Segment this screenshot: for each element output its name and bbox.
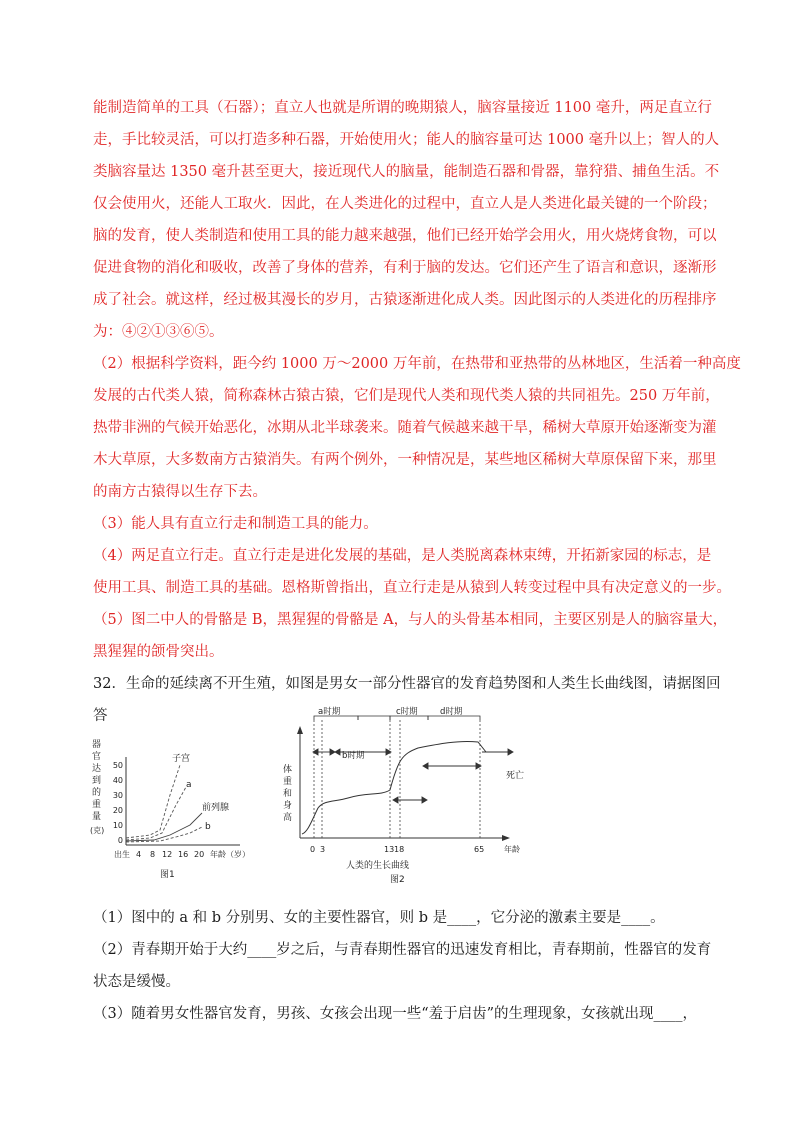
death-label: 死亡 bbox=[506, 771, 525, 781]
ylabel-char: (克) bbox=[90, 826, 105, 835]
figure1-ylabel bbox=[90, 739, 104, 835]
question-2-cont: 状态是缓慢。 bbox=[93, 974, 180, 990]
answer-line: 促进食物的消化和吸收，改善了身体的营养，有利于脑的发达。它们还产生了语言和意识，逐渐形 bbox=[93, 260, 717, 276]
y-axis-arrow-icon bbox=[297, 726, 303, 734]
ylabel-char: 高 bbox=[283, 813, 293, 823]
label-prostate: 前列腺 bbox=[202, 803, 230, 813]
figure2-xticks bbox=[310, 844, 520, 854]
curve-uterus bbox=[126, 765, 180, 838]
ylabel-char: 达 bbox=[92, 764, 102, 774]
x-axis-arrow-icon bbox=[502, 835, 510, 841]
answer-line: 仅会使用火，还能人工取火．因此，在人类进化的过程中，直立人是人类进化最关键的一个阶段； bbox=[93, 196, 717, 212]
xtick-label: 18 bbox=[394, 845, 405, 854]
answer-line: 热带非洲的气候开始恶化，冰期从北半球袭来。随着气候越来越干旱，稀树大草原开始逐渐变为灌 bbox=[93, 420, 717, 436]
figure1-xticks bbox=[114, 849, 250, 859]
period-b-brace bbox=[358, 716, 390, 720]
xtick-label: 4 bbox=[136, 850, 142, 859]
ylabel-char: 体 bbox=[283, 765, 293, 775]
figure2-subtitle: 人类的生长曲线 bbox=[346, 861, 410, 871]
ytick-label: 40 bbox=[112, 776, 123, 785]
xtick-label: 20 bbox=[194, 850, 205, 859]
answer-line: 的南方古猿得以生存下去。 bbox=[93, 484, 267, 500]
figure1-caption: 图1 bbox=[160, 870, 175, 880]
answer-line: 类脑容量达 1350 毫升甚至更大，接近现代人的脑量，能制造石器和骨器，靠狩猎、捕鱼生活。不 bbox=[93, 164, 720, 180]
figure2-caption: 图2 bbox=[390, 875, 405, 885]
label-a: a bbox=[186, 780, 192, 790]
answer-line: 为：④②①③⑥⑤。 bbox=[93, 324, 224, 340]
label-uterus: 子宫 bbox=[172, 754, 191, 764]
figure-2-growth-curve bbox=[278, 700, 538, 885]
figure1-curve-labels bbox=[172, 752, 229, 832]
xtick-label: 8 bbox=[150, 850, 156, 859]
question-stem-cont: 答 bbox=[93, 708, 108, 724]
figure2-period-labels bbox=[318, 706, 463, 717]
ylabel-char: 量 bbox=[92, 812, 102, 822]
ylabel-char: 的 bbox=[92, 788, 102, 798]
period-a-label: a时期 bbox=[318, 707, 341, 717]
xtick-label: 65 bbox=[474, 845, 485, 854]
question-1: （1）图中的 a 和 b 分别男、女的主要性器官，则 b 是____，它分泌的激素主要是____。 bbox=[93, 910, 665, 926]
answer-line: 脑的发育，使人类制造和使用工具的能力越来越强，他们已经开始学会用火，用火烧烤食物，可以 bbox=[93, 228, 717, 244]
period-d-label: d时期 bbox=[440, 707, 463, 717]
answer-line: 木大草原，大多数南方古猿消失。有两个例外，一种情况是，某些地区稀树大草原保留下来，那里 bbox=[93, 452, 717, 468]
answer-line: （2）根据科学资料，距今约 1000 万～2000 万年前，在热带和亚热带的丛林地区，生活着一种高度 bbox=[93, 356, 741, 372]
ylabel-char: 重 bbox=[92, 800, 102, 810]
period-c-label: c时期 bbox=[396, 707, 418, 717]
ytick-label: 20 bbox=[112, 806, 123, 815]
question-stem: 32．生命的延续离不开生殖，如图是男女一部分性器官的发育趋势图和人类生长曲线图，请据图回 bbox=[93, 676, 721, 692]
ylabel-char: 和 bbox=[283, 789, 293, 799]
xtick-label: 0 bbox=[310, 845, 316, 854]
xtick-label: 出生 bbox=[114, 850, 130, 859]
answer-line: 能制造简单的工具（石器）；直立人也就是所谓的晚期猿人，脑容量接近 1100 毫升，两足直立行 bbox=[93, 100, 712, 116]
answer-line: （4）两足直立行走。直立行走是进化发展的基础，是人类脱离森林束缚，开拓新家园的标志，是 bbox=[93, 548, 712, 564]
answer-line: （5）图二中人的骨骼是 B，黑猩猩的骨骼是 A，与人的头骨基本相同，主要区别是人的脑容量大， bbox=[93, 612, 728, 628]
figure2-ylabel bbox=[283, 763, 292, 823]
figure2-xlabel: 年龄 bbox=[504, 845, 520, 854]
period-boundaries bbox=[314, 720, 480, 838]
answer-line: 黑猩猩的颌骨突出。 bbox=[93, 644, 224, 660]
question-2: （2）青春期开始于大约____岁之后，与青春期性器官的迅速发育相比，青春期前，性器官的发育 bbox=[93, 942, 712, 958]
ylabel-char: 官 bbox=[92, 752, 102, 762]
answer-line: 成了社会。就这样，经过极其漫长的岁月，古猿逐渐进化成人类。因此图示的人类进化的历程排序 bbox=[93, 292, 717, 308]
answer-line: 走，手比较灵活，可以打造多种石器，开始使用火；能人的脑容量可达 1000 毫升以上；智人的人 bbox=[93, 132, 720, 148]
ylabel-char: 到 bbox=[92, 776, 102, 786]
ylabel-char: 器 bbox=[92, 740, 102, 750]
period-b-label: b时期 bbox=[342, 751, 365, 761]
xtick-label: 16 bbox=[178, 850, 189, 859]
figure1-xlabel: 年龄（岁） bbox=[210, 850, 250, 859]
label-b: b bbox=[205, 822, 211, 832]
question-3: （3）随着男女性器官发育，男孩、女孩会出现一些“羞于启齿”的生理现象，女孩就出现____， bbox=[93, 1006, 698, 1022]
ytick-label: 10 bbox=[112, 821, 123, 830]
xtick-label: 12 bbox=[162, 850, 173, 859]
ytick-label: 0 bbox=[117, 836, 123, 845]
ylabel-char: 重 bbox=[283, 777, 293, 787]
xtick-label: 13 bbox=[384, 845, 395, 854]
figure1-yticks bbox=[113, 761, 123, 845]
ylabel-char: 身 bbox=[283, 801, 293, 811]
answer-line: 发展的古代类人猿，简称森林古猿古猿，它们是现代人类和现代类人猿的共同祖先。250 万年前， bbox=[93, 388, 720, 404]
figure-1-organ-development bbox=[90, 735, 280, 885]
ytick-label: 50 bbox=[112, 761, 123, 770]
ytick-label: 30 bbox=[112, 791, 123, 800]
xtick-label: 3 bbox=[320, 845, 326, 854]
answer-line: 使用工具、制造工具的基础。恩格斯曾指出，直立行走是从猿到人转变过程中具有决定意义的一步。 bbox=[93, 580, 731, 596]
answer-line: （3）能人具有直立行走和制造工具的能力。 bbox=[93, 516, 378, 532]
